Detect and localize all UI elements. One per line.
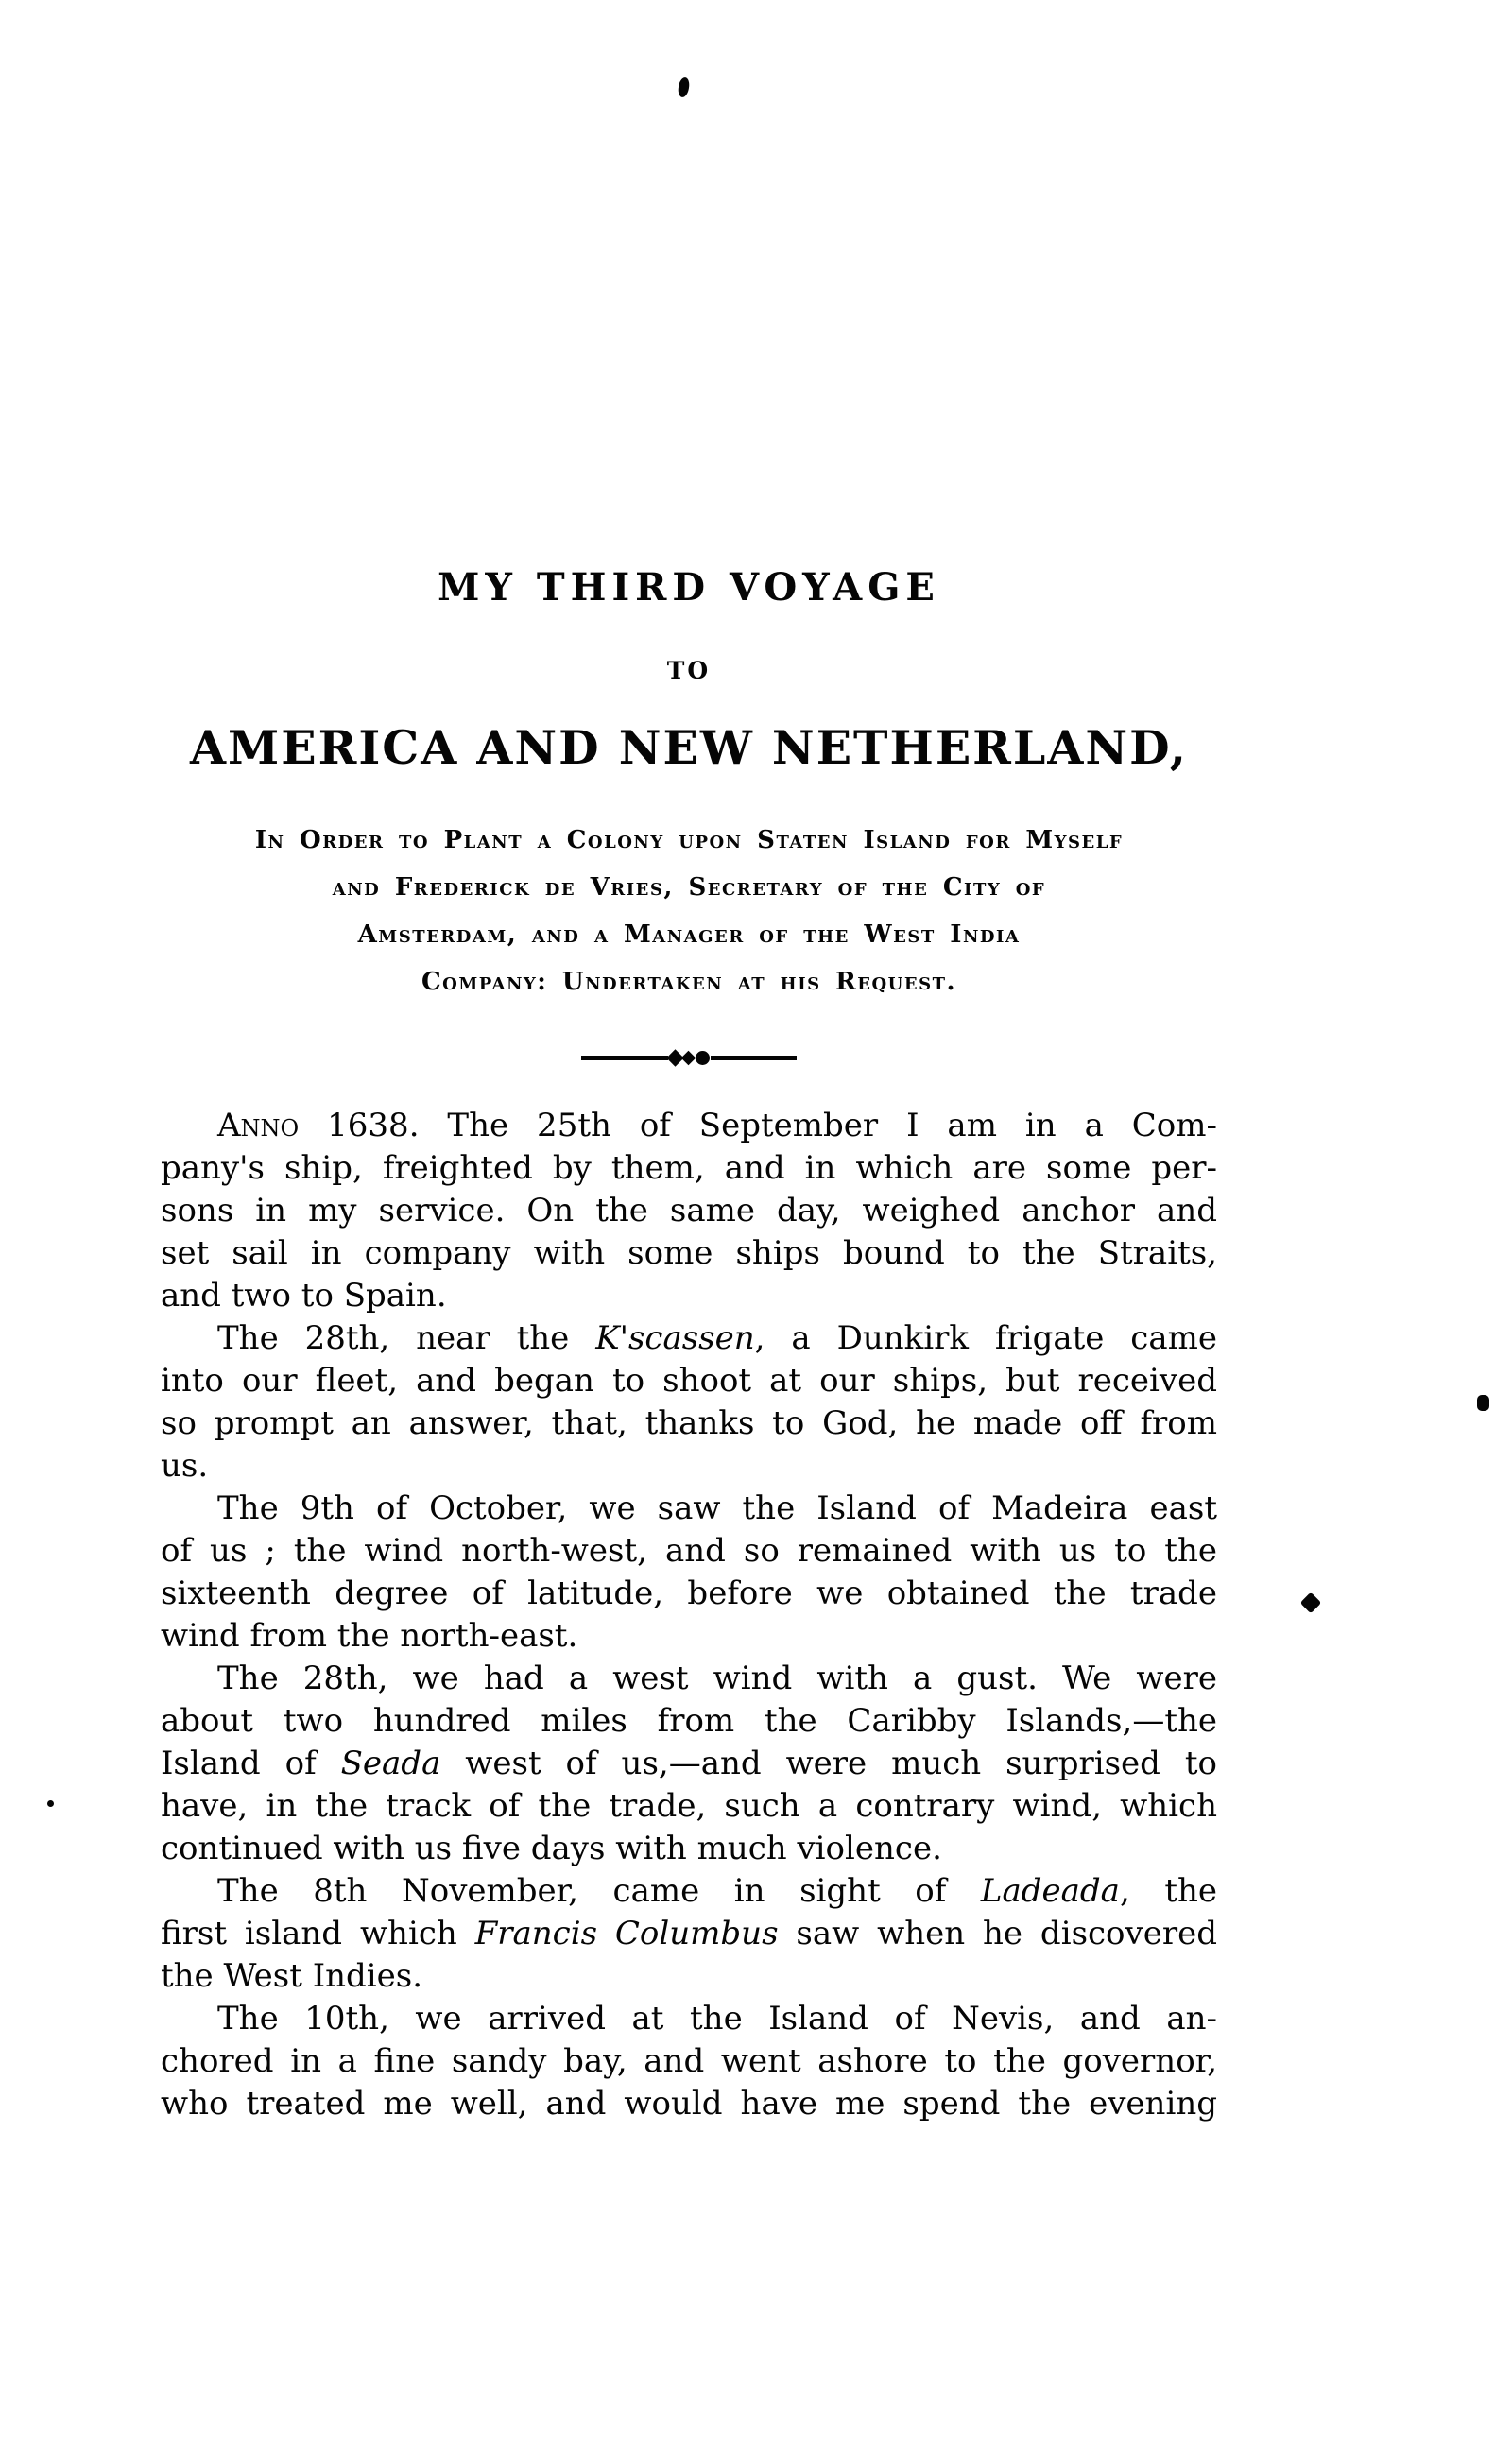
text-segment: Francis Columbus	[474, 1915, 779, 1952]
dedication-line: and Frederick de Vries, Secretary of the City of	[332, 873, 1046, 902]
paragraph	[161, 1488, 1217, 1658]
text-segment: The 10th, we arrived at the Island of Nevis, and an-	[217, 2000, 1217, 2038]
body-line	[161, 1530, 1217, 1573]
dot-ornament-icon	[696, 1051, 710, 1065]
text-segment: us.	[161, 1447, 209, 1485]
text-segment: pany's ship, freighted by them, and in which are some per-	[161, 1149, 1217, 1187]
chapter-title: MY THIRD VOYAGE	[438, 565, 940, 610]
body-line	[161, 1488, 1217, 1530]
text-segment: , a Dunkirk frigate came	[754, 1319, 1217, 1357]
diamond-ornament-icon	[680, 1051, 696, 1066]
text-segment: sons in my service. On the same day, weighed anchor and	[161, 1192, 1217, 1230]
ink-speck-icon	[47, 1800, 54, 1807]
text-segment: about two hundred miles from the Caribby Islands,—the	[161, 1702, 1217, 1740]
text-segment: have, in the track of the trade, such a contrary wind, which	[161, 1787, 1217, 1825]
divider-bar	[581, 1056, 668, 1060]
paragraph	[161, 1870, 1217, 1998]
section-divider-rule	[581, 1051, 797, 1065]
text-segment: saw when he discovered	[778, 1915, 1217, 1952]
body-line	[161, 1615, 1217, 1658]
body-line	[161, 1785, 1217, 1828]
paragraph	[161, 1998, 1217, 2125]
text-segment: west of us,—and were much surprised to	[440, 1745, 1218, 1782]
body-line	[161, 1317, 1217, 1360]
body-line	[161, 1998, 1217, 2040]
text-segment: K'scassen	[595, 1319, 755, 1357]
paragraph	[161, 1658, 1217, 1870]
body-text	[161, 1105, 1217, 2125]
dedication-line: In Order to Plant a Colony upon Staten Island for Myself	[254, 826, 1124, 854]
body-line	[161, 1190, 1217, 1232]
text-segment: first island which	[161, 1915, 475, 1952]
body-line	[161, 2040, 1217, 2083]
body-line	[161, 1232, 1217, 1275]
text-segment: wind from the north-east.	[161, 1617, 578, 1655]
text-segment: The 8th November, came in sight of	[217, 1872, 981, 1910]
body-line	[161, 1870, 1217, 1913]
text-segment: who treated me well, and would have me spend the evening	[161, 2085, 1217, 2123]
divider-bar	[711, 1056, 798, 1060]
text-segment: set sail in company with some ships bound to the Straits,	[161, 1234, 1217, 1272]
text-segment: The 28th, near the	[217, 1319, 596, 1357]
text-segment: Ladeada	[980, 1872, 1120, 1910]
body-line	[161, 1402, 1217, 1445]
body-line	[161, 1700, 1217, 1743]
title-connector: TO	[666, 657, 712, 684]
dedication-line: Company: Undertaken at his Request.	[421, 968, 957, 996]
body-line	[161, 1147, 1217, 1190]
ink-speck-icon	[1300, 1592, 1322, 1614]
paragraph	[161, 1105, 1217, 1317]
text-segment: 1638. The 25th of September I am in a Com-	[299, 1107, 1217, 1144]
body-line	[161, 1913, 1217, 1955]
text-segment: so prompt an answer, that, thanks to God, he made off from	[161, 1404, 1217, 1442]
dedication-line: Amsterdam, and a Manager of the West India	[357, 920, 1021, 949]
body-line	[161, 2083, 1217, 2125]
body-line	[161, 1743, 1217, 1785]
text-segment: continued with us five days with much violence.	[161, 1830, 942, 1867]
text-segment: The 9th of October, we saw the Island of Madeira east	[217, 1489, 1217, 1527]
body-line	[161, 1573, 1217, 1615]
text-segment: sixteenth degree of latitude, before we obtained the trade	[161, 1574, 1217, 1612]
body-line	[161, 1828, 1217, 1870]
text-segment: and two to Spain.	[161, 1277, 447, 1315]
dedication	[161, 817, 1217, 1006]
text-segment: , the	[1119, 1872, 1217, 1910]
paragraph	[161, 1317, 1217, 1488]
text-segment: Seada	[340, 1745, 441, 1782]
text-segment: Anno	[217, 1107, 300, 1144]
body-line	[161, 1360, 1217, 1402]
body-line	[161, 1658, 1217, 1700]
body-line	[161, 1445, 1217, 1488]
body-line	[161, 1275, 1217, 1317]
chapter-title-destination: AMERICA AND NEW NETHERLAND,	[190, 720, 1188, 775]
text-block	[161, 0, 1217, 2125]
body-line	[161, 1955, 1217, 1998]
body-line	[161, 1105, 1217, 1147]
text-segment: The 28th, we had a west wind with a gust. We were	[217, 1660, 1217, 1697]
text-segment: the West Indies.	[161, 1957, 423, 1995]
ink-speck-icon	[1477, 1395, 1489, 1411]
text-segment: into our fleet, and began to shoot at our ships, but received	[161, 1362, 1217, 1400]
text-segment: chored in a fine sandy bay, and went ashore to the governor,	[161, 2042, 1217, 2080]
text-segment: of us ; the wind north-west, and so remained with us to the	[161, 1532, 1217, 1570]
text-segment: Island of	[161, 1745, 341, 1782]
